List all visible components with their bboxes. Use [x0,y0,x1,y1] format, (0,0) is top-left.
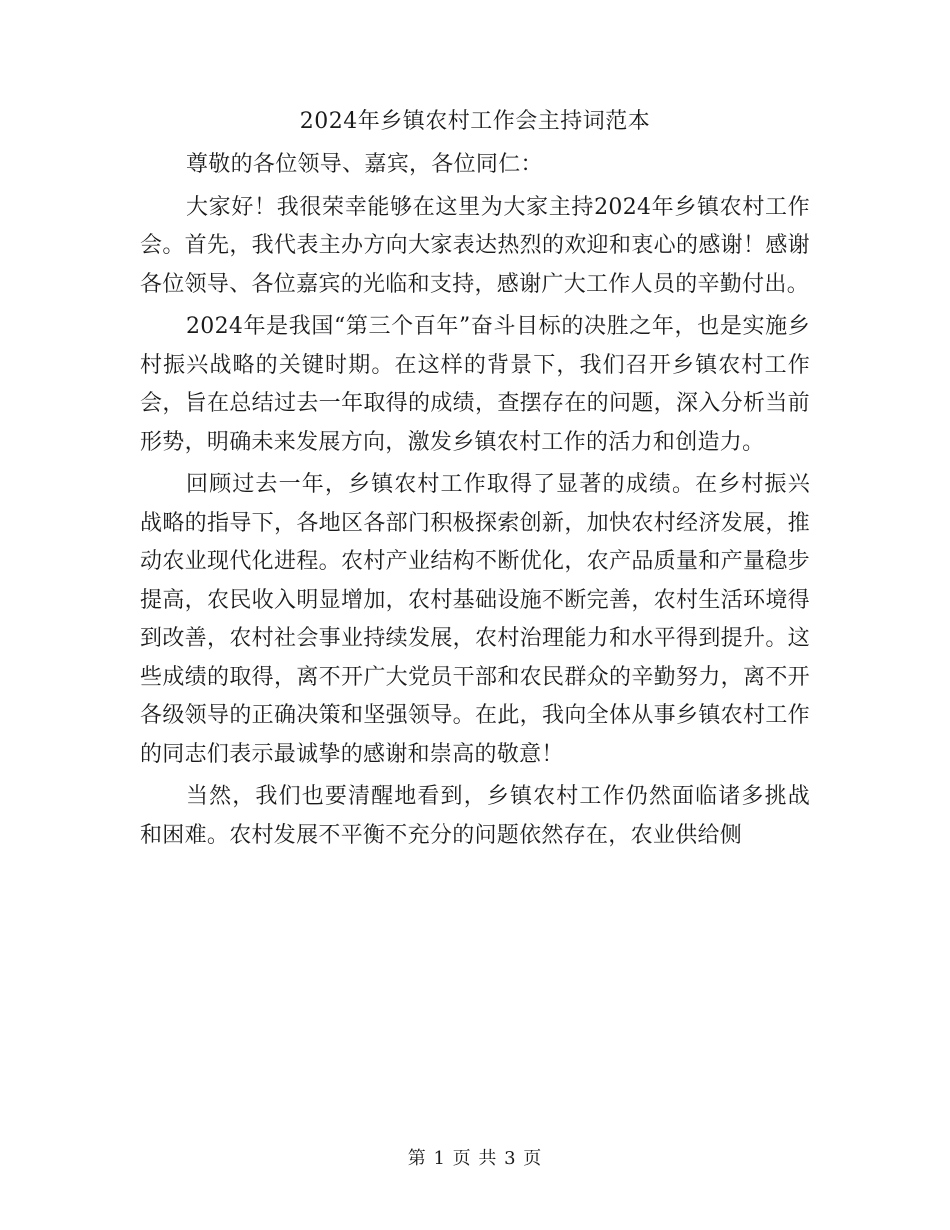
paragraph-welcome: 大家好！我很荣幸能够在这里为大家主持2024年乡镇农村工作会。首先，我代表主办方向大家表达热烈的欢迎和衷心的感谢！感谢各位领导、各位嘉宾的光临和支持，感谢广大工作人员的辛勤付出。 [140,194,810,297]
paragraph-salutation: 尊敬的各位领导、嘉宾，各位同仁： [186,152,543,177]
page-number-footer: 第 1 页 共 3 页 [407,1148,543,1169]
paragraph-review: 回顾过去一年，乡镇农村工作取得了显著的成绩。在乡村振兴战略的指导下，各地区各部门积极探索创新，加快农村经济发展，推动农业现代化进程。农村产业结构不断优化，农产品质量和产量稳步提高，农民收入明显增加，农村基础设施不断完善，农村生活环境得到改善，农村社会事业持续发展，农村治理能力和水平得到提升。这些成绩的取得，离不开广大党员干部和农民群众的辛勤努力，离不开各级领导的正确决策和坚强领导。在此，我向全体从事乡镇农村工作的同志们表示最诚挚的感谢和崇高的敬意！ [140,472,810,767]
paragraph-background: 2024年是我国“第三个百年”奋斗目标的决胜之年，也是实施乡村振兴战略的关键时期。在这样的背景下，我们召开乡镇农村工作会，旨在总结过去一年取得的成绩，查摆存在的问题，深入分析当前形势，明确未来发展方向，激发乡镇农村工作的活力和创造力。 [140,314,810,455]
document-body [140,104,810,859]
paragraph-challenges: 当然，我们也要清醒地看到，乡镇农村工作仍然面临诸多挑战和困难。农村发展不平衡不充分的问题依然存在，农业供给侧 [140,784,810,848]
document-title: 2024年乡镇农村工作会主持词范本 [299,109,651,134]
